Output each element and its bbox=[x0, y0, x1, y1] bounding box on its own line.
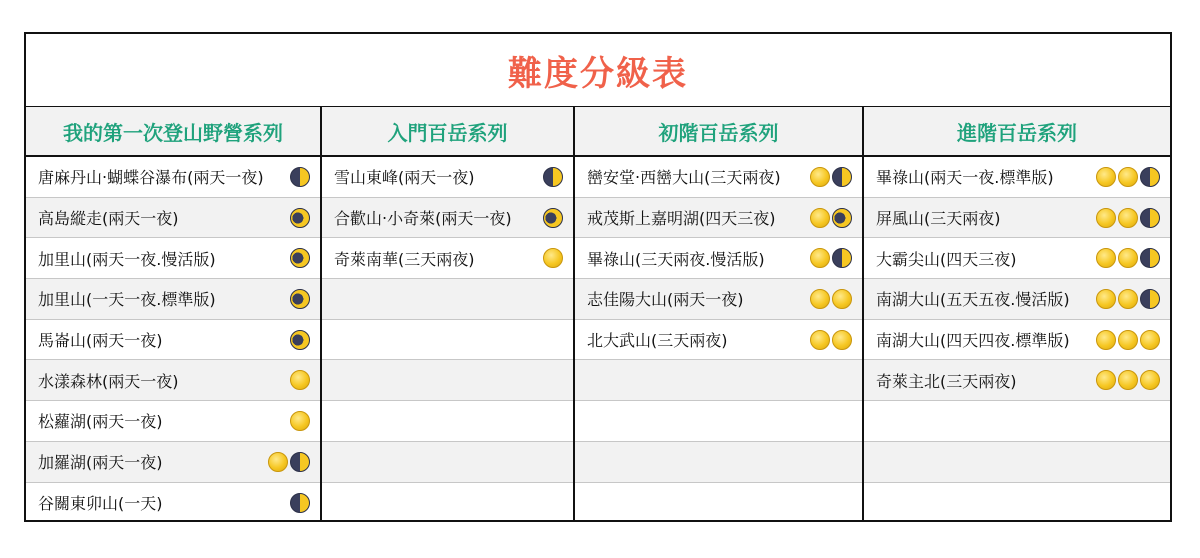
route-name: 志佳陽大山(兩天一夜) bbox=[587, 290, 744, 310]
table-row bbox=[26, 442, 320, 483]
table-row bbox=[322, 157, 573, 198]
half-moon-icon bbox=[1140, 208, 1160, 228]
table-row bbox=[575, 401, 862, 442]
column-first-camping bbox=[26, 107, 322, 521]
half-moon-icon bbox=[832, 167, 852, 187]
column-header: 入門百岳系列 bbox=[322, 107, 573, 157]
full-moon-icon bbox=[810, 208, 830, 228]
difficulty-rating bbox=[1096, 289, 1160, 309]
column-advanced-baiyue bbox=[864, 107, 1170, 521]
gibbous-moon-icon bbox=[290, 289, 310, 309]
table-row bbox=[322, 198, 573, 239]
difficulty-rating bbox=[543, 167, 563, 187]
full-moon-icon bbox=[1118, 208, 1138, 228]
table-row bbox=[864, 157, 1170, 198]
route-name: 谷關東卯山(一天) bbox=[38, 494, 163, 514]
difficulty-rating bbox=[810, 248, 852, 268]
gibbous-moon-icon bbox=[290, 208, 310, 228]
table-row bbox=[575, 360, 862, 401]
difficulty-rating bbox=[290, 289, 310, 309]
half-moon-icon bbox=[1140, 289, 1160, 309]
route-name: 合歡山‧小奇萊(兩天一夜) bbox=[334, 209, 512, 229]
full-moon-icon bbox=[1096, 167, 1116, 187]
full-moon-icon bbox=[1118, 330, 1138, 350]
route-name: 水漾森林(兩天一夜) bbox=[38, 371, 179, 391]
half-moon-icon bbox=[290, 493, 310, 513]
table-row bbox=[575, 279, 862, 320]
difficulty-rating bbox=[1096, 248, 1160, 268]
route-name: 加里山(一天一夜.標準版) bbox=[38, 290, 216, 310]
difficulty-rating bbox=[1096, 167, 1160, 187]
half-moon-icon bbox=[290, 452, 310, 472]
column-header: 我的第一次登山野營系列 bbox=[26, 107, 320, 157]
full-moon-icon bbox=[1118, 289, 1138, 309]
table-row bbox=[26, 401, 320, 442]
difficulty-rating bbox=[268, 452, 310, 472]
difficulty-rating bbox=[810, 167, 852, 187]
full-moon-icon bbox=[832, 289, 852, 309]
route-name: 唐麻丹山‧蝴蝶谷瀑布(兩天一夜) bbox=[38, 168, 264, 188]
full-moon-icon bbox=[1096, 208, 1116, 228]
table-row bbox=[575, 442, 862, 483]
table-row bbox=[322, 360, 573, 401]
full-moon-icon bbox=[1118, 248, 1138, 268]
difficulty-rating bbox=[543, 248, 563, 268]
table-row bbox=[575, 320, 862, 361]
table-row bbox=[864, 279, 1170, 320]
table-row bbox=[864, 360, 1170, 401]
route-name: 屏風山(三天兩夜) bbox=[876, 209, 1001, 229]
full-moon-icon bbox=[810, 330, 830, 350]
table-row bbox=[575, 238, 862, 279]
table-row bbox=[575, 198, 862, 239]
table-row bbox=[864, 198, 1170, 239]
table-row bbox=[575, 483, 862, 524]
table-row bbox=[864, 320, 1170, 361]
full-moon-icon bbox=[290, 411, 310, 431]
column-header: 初階百岳系列 bbox=[575, 107, 862, 157]
difficulty-rating bbox=[810, 289, 852, 309]
route-name: 巒安堂‧西巒大山(三天兩夜) bbox=[587, 168, 781, 188]
table-row bbox=[26, 198, 320, 239]
full-moon-icon bbox=[1140, 370, 1160, 390]
table-row bbox=[26, 279, 320, 320]
full-moon-icon bbox=[1096, 289, 1116, 309]
half-moon-icon bbox=[832, 248, 852, 268]
gibbous-moon-icon bbox=[832, 208, 852, 228]
route-name: 馬崙山(兩天一夜) bbox=[38, 331, 163, 351]
column-rows bbox=[26, 157, 320, 523]
column-beginner-baiyue bbox=[575, 107, 864, 521]
difficulty-rating bbox=[1096, 370, 1160, 390]
difficulty-rating bbox=[1096, 208, 1160, 228]
difficulty-rating bbox=[290, 248, 310, 268]
table-row bbox=[26, 320, 320, 361]
table-row bbox=[26, 157, 320, 198]
route-name: 雪山東峰(兩天一夜) bbox=[334, 168, 475, 188]
table-row bbox=[322, 442, 573, 483]
table-row bbox=[26, 483, 320, 524]
route-name: 戒茂斯上嘉明湖(四天三夜) bbox=[587, 209, 776, 229]
full-moon-icon bbox=[1096, 330, 1116, 350]
table-row bbox=[322, 483, 573, 524]
full-moon-icon bbox=[1096, 248, 1116, 268]
column-rows bbox=[575, 157, 862, 523]
route-name: 北大武山(三天兩夜) bbox=[587, 331, 728, 351]
full-moon-icon bbox=[1118, 370, 1138, 390]
full-moon-icon bbox=[1140, 330, 1160, 350]
route-name: 松蘿湖(兩天一夜) bbox=[38, 412, 163, 432]
full-moon-icon bbox=[543, 248, 563, 268]
table-row bbox=[322, 401, 573, 442]
difficulty-rating bbox=[290, 411, 310, 431]
route-name: 加里山(兩天一夜.慢活版) bbox=[38, 249, 216, 269]
gibbous-moon-icon bbox=[290, 248, 310, 268]
table-row bbox=[575, 157, 862, 198]
difficulty-table bbox=[24, 32, 1172, 522]
table-row bbox=[322, 238, 573, 279]
full-moon-icon bbox=[810, 248, 830, 268]
page-title: 難度分級表 bbox=[508, 53, 688, 94]
table-row bbox=[26, 360, 320, 401]
gibbous-moon-icon bbox=[290, 330, 310, 350]
route-name: 加羅湖(兩天一夜) bbox=[38, 453, 163, 473]
route-name: 大霸尖山(四天三夜) bbox=[876, 249, 1017, 269]
difficulty-rating bbox=[1096, 330, 1160, 350]
difficulty-rating bbox=[290, 330, 310, 350]
difficulty-rating bbox=[810, 208, 852, 228]
half-moon-icon bbox=[1140, 248, 1160, 268]
half-moon-icon bbox=[1140, 167, 1160, 187]
table-row bbox=[864, 483, 1170, 524]
table-columns bbox=[26, 107, 1170, 521]
route-name: 畢祿山(三天兩夜.慢活版) bbox=[587, 249, 765, 269]
difficulty-rating bbox=[290, 167, 310, 187]
table-row bbox=[322, 320, 573, 361]
full-moon-icon bbox=[1096, 370, 1116, 390]
title-row bbox=[26, 34, 1170, 107]
full-moon-icon bbox=[268, 452, 288, 472]
table-row bbox=[322, 279, 573, 320]
column-rows bbox=[864, 157, 1170, 523]
difficulty-rating bbox=[290, 370, 310, 390]
route-name: 南湖大山(四天四夜.標準版) bbox=[876, 331, 1070, 351]
full-moon-icon bbox=[832, 330, 852, 350]
column-intro-baiyue bbox=[322, 107, 575, 521]
column-header: 進階百岳系列 bbox=[864, 107, 1170, 157]
route-name: 奇萊主北(三天兩夜) bbox=[876, 371, 1017, 391]
half-moon-icon bbox=[543, 167, 563, 187]
half-moon-icon bbox=[290, 167, 310, 187]
route-name: 畢祿山(兩天一夜.標準版) bbox=[876, 168, 1054, 188]
difficulty-rating bbox=[290, 208, 310, 228]
column-rows bbox=[322, 157, 573, 523]
full-moon-icon bbox=[1118, 167, 1138, 187]
full-moon-icon bbox=[290, 370, 310, 390]
difficulty-rating bbox=[810, 330, 852, 350]
table-row bbox=[26, 238, 320, 279]
full-moon-icon bbox=[810, 289, 830, 309]
full-moon-icon bbox=[810, 167, 830, 187]
difficulty-rating bbox=[290, 493, 310, 513]
route-name: 南湖大山(五天五夜.慢活版) bbox=[876, 290, 1070, 310]
table-row bbox=[864, 401, 1170, 442]
difficulty-rating bbox=[543, 208, 563, 228]
table-row bbox=[864, 238, 1170, 279]
gibbous-moon-icon bbox=[543, 208, 563, 228]
route-name: 高島縱走(兩天一夜) bbox=[38, 209, 179, 229]
table-row bbox=[864, 442, 1170, 483]
route-name: 奇萊南華(三天兩夜) bbox=[334, 249, 475, 269]
